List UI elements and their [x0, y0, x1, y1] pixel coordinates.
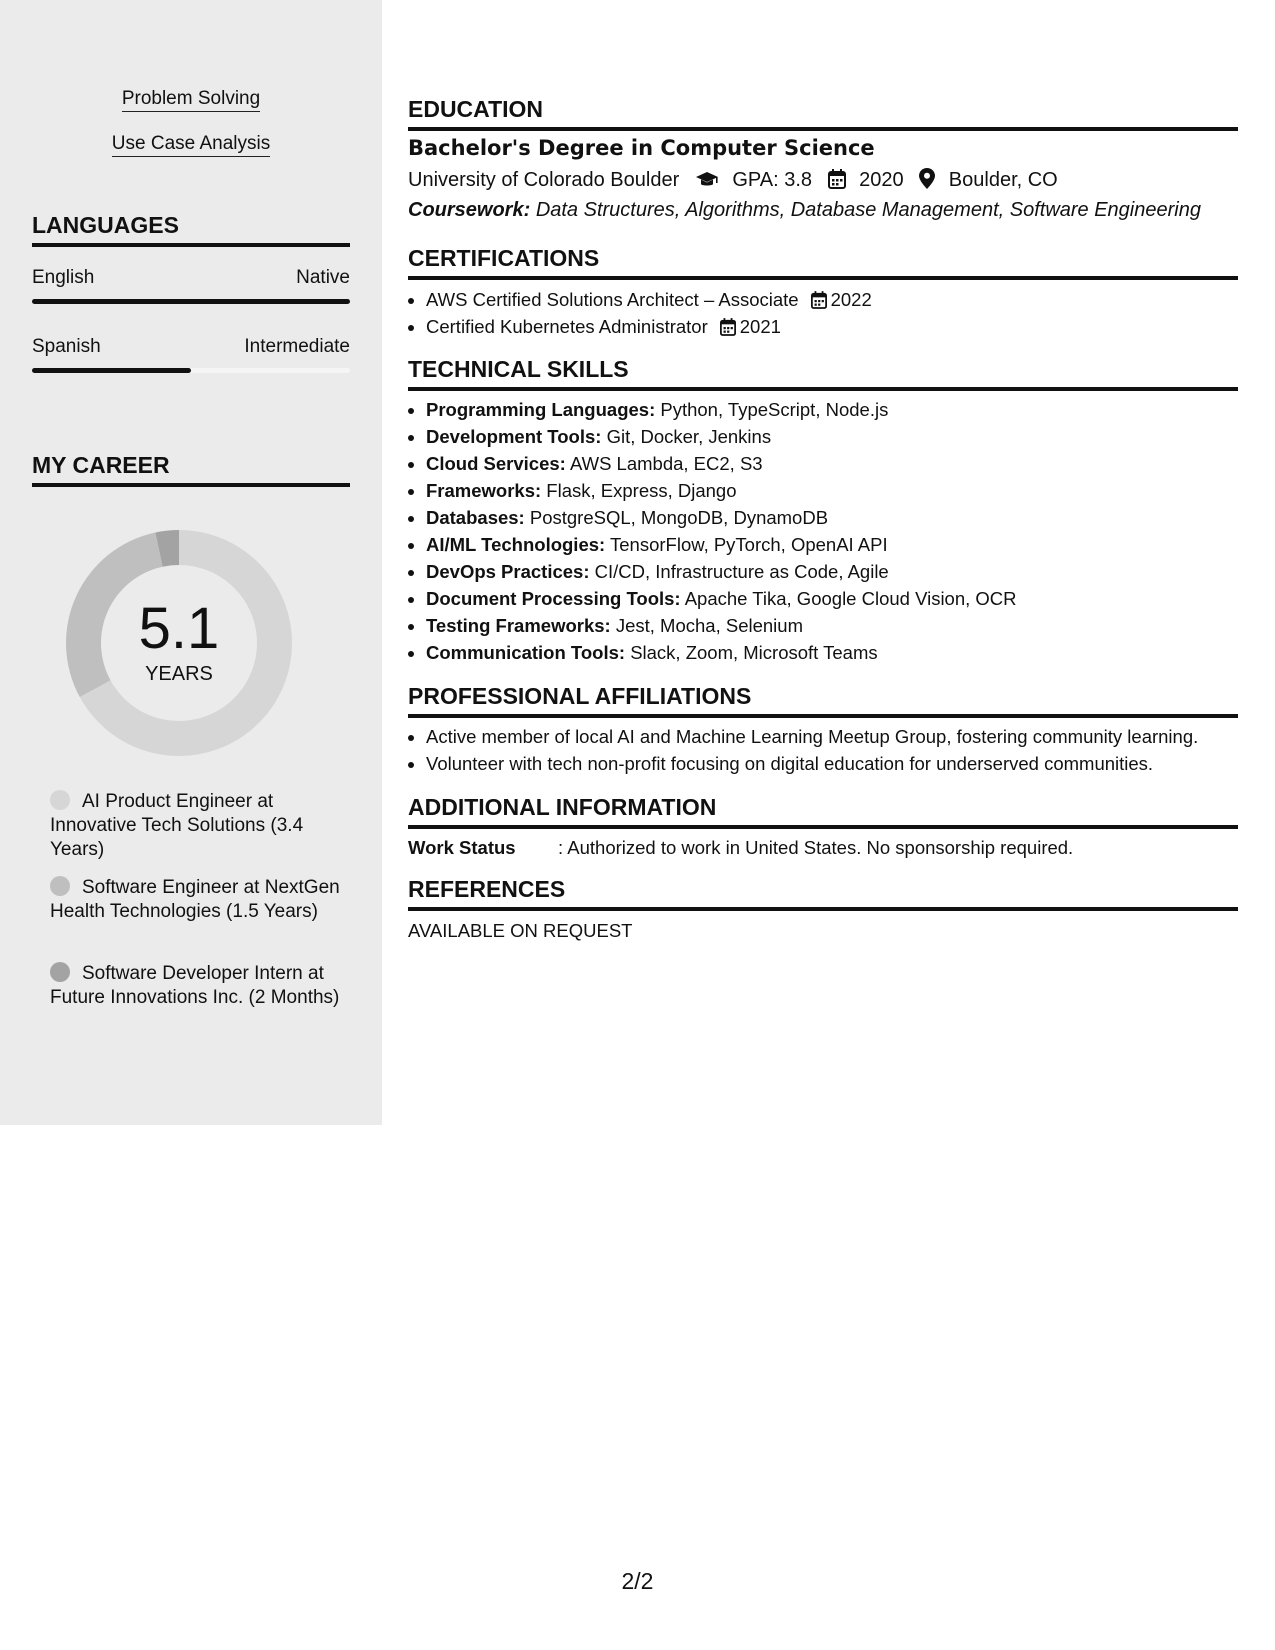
technical-skills-list: [408, 396, 1256, 666]
language-bar: [32, 299, 350, 304]
skill-item: [426, 585, 1256, 612]
legend-dot: [50, 876, 70, 896]
skill-item: [426, 423, 1256, 450]
career-total-unit: YEARS: [145, 663, 213, 685]
career-item: Software Engineer at NextGen Health Technologies (1.5 Years): [50, 877, 340, 922]
work-status: [408, 837, 1238, 859]
language-row: [32, 267, 350, 289]
skill-category: Document Processing Tools:: [426, 588, 681, 609]
education-heading: EDUCATION: [408, 96, 1238, 131]
career-heading: MY CAREER: [32, 452, 350, 487]
list-item: • Certified Kubernetes Administrator 2021: [426, 313, 1256, 340]
career-total-years: 5.1: [138, 596, 220, 661]
coursework: [408, 199, 1238, 222]
skill-values: Python, TypeScript, Node.js: [660, 399, 889, 420]
legend-dot: [50, 962, 70, 982]
career-item: AI Product Engineer at Innovative Tech Solutions (3.4 Years): [50, 791, 304, 860]
list-item: • Active member of local AI and Machine Learning Meetup Group, fostering community learning.: [426, 723, 1256, 750]
school-name: University of Colorado Boulder: [408, 169, 680, 191]
skill-item: [426, 450, 1256, 477]
language-bar-fill: [32, 368, 191, 373]
skill-category: Cloud Services:: [426, 453, 566, 474]
languages-heading: LANGUAGES: [32, 212, 350, 247]
language-bar: [32, 368, 350, 373]
certifications-list: [408, 286, 1256, 340]
sidebar: [0, 0, 382, 1125]
map-pin-icon: [919, 168, 935, 189]
page-number: 2/2: [621, 1568, 654, 1594]
skill-category: DevOps Practices:: [426, 561, 590, 582]
skill-item: [426, 477, 1256, 504]
skill-item: [426, 504, 1256, 531]
skill-category: Development Tools:: [426, 426, 602, 447]
language-row: [32, 336, 350, 358]
language-level: Intermediate: [244, 336, 350, 357]
degree-title: Bachelor's Degree in Computer Science: [408, 136, 875, 160]
coursework-list: Data Structures, Algorithms, Database Management, Software Engineering: [535, 199, 1201, 221]
skill-category: Testing Frameworks:: [426, 615, 611, 636]
affiliations-list: [408, 723, 1256, 777]
language-level: Native: [296, 267, 350, 288]
skill-category: Programming Languages:: [426, 399, 656, 420]
technical-skills-heading: TECHNICAL SKILLS: [408, 356, 1238, 391]
career-item: Software Developer Intern at Future Innovations Inc. (2 Months): [50, 963, 340, 1008]
list-item: • AWS Certified Solutions Architect – Associate 2022: [426, 286, 1256, 313]
skill-item: [426, 396, 1256, 423]
education-details: [408, 168, 1238, 192]
skill-item: [426, 612, 1256, 639]
gpa: GPA: 3.8: [732, 169, 813, 191]
skill-item: [426, 639, 1256, 666]
calendar-icon: [720, 318, 736, 336]
skill-category: Frameworks:: [426, 480, 542, 501]
certifications-heading: CERTIFICATIONS: [408, 245, 1238, 280]
skill-item: [426, 531, 1256, 558]
coursework-label: Coursework:: [408, 199, 531, 221]
skill-tag: Use Case Analysis: [0, 133, 382, 155]
skill-values: AWS Lambda, EC2, S3: [569, 453, 763, 474]
calendar-icon: [828, 169, 846, 189]
skill-values: TensorFlow, PyTorch, OpenAI API: [610, 534, 888, 555]
legend-dot: [50, 790, 70, 810]
references-heading: REFERENCES: [408, 876, 1238, 911]
skill-category: AI/ML Technologies:: [426, 534, 606, 555]
calendar-icon: [811, 291, 827, 309]
language-name: English: [32, 267, 95, 288]
location: Boulder, CO: [948, 169, 1058, 191]
list-item: • Volunteer with tech non-profit focusing on digital education for underserved communities.: [426, 750, 1256, 777]
skill-category: Databases:: [426, 507, 525, 528]
skill-values: Jest, Mocha, Selenium: [615, 615, 803, 636]
skill-item: [426, 558, 1256, 585]
graduation-cap-icon: [695, 171, 719, 189]
additional-info-heading: ADDITIONAL INFORMATION: [408, 794, 1238, 829]
graduation-year: 2020: [859, 169, 904, 191]
language-name: Spanish: [32, 336, 101, 357]
language-bar-fill: [32, 299, 350, 304]
skill-values: Git, Docker, Jenkins: [606, 426, 772, 447]
affiliations-heading: PROFESSIONAL AFFILIATIONS: [408, 683, 1238, 718]
skill-values: Slack, Zoom, Microsoft Teams: [630, 642, 878, 663]
skill-values: PostgreSQL, MongoDB, DynamoDB: [529, 507, 829, 528]
skill-values: Apache Tika, Google Cloud Vision, OCR: [684, 588, 1017, 609]
skill-category: Communication Tools:: [426, 642, 626, 663]
references-text: AVAILABLE ON REQUEST: [408, 920, 633, 941]
skill-values: Flask, Express, Django: [546, 480, 737, 501]
skill-tag: Problem Solving: [0, 88, 382, 110]
work-status-label: Work Status: [408, 837, 516, 858]
work-status-value: : Authorized to work in United States. No sponsorship required.: [558, 837, 1074, 858]
skill-values: CI/CD, Infrastructure as Code, Agile: [594, 561, 889, 582]
